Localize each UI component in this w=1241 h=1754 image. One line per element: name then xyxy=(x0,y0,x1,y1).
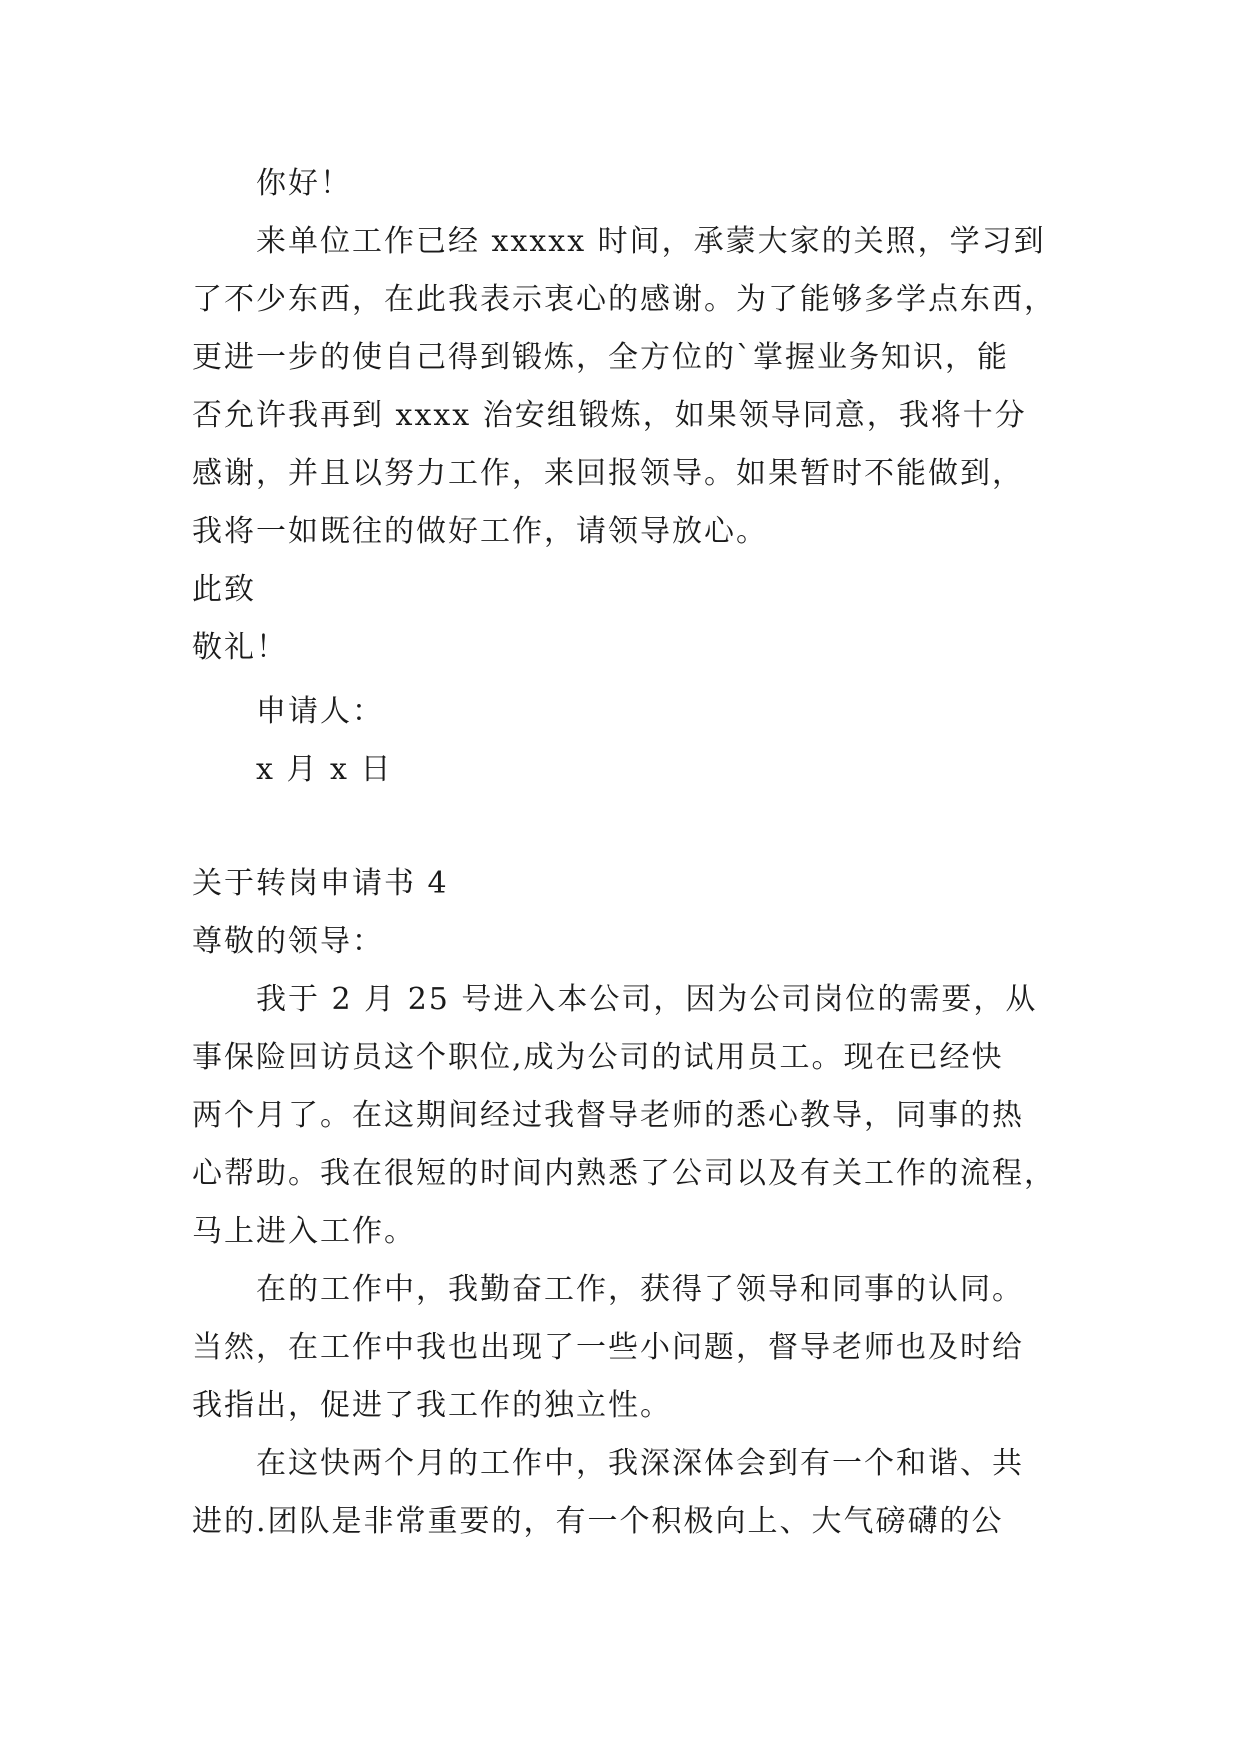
greeting: 你好！ xyxy=(256,166,352,201)
signature-label: 申请人： xyxy=(256,694,384,729)
paragraph-line: 在的工作中，我勤奋工作，获得了领导和同事的认同。 xyxy=(256,1272,1024,1307)
paragraph-line: 感谢，并且以努力工作，来回报领导。如果暂时不能做到， xyxy=(192,456,1024,491)
closing-line: 敬礼！ xyxy=(192,630,288,665)
paragraph-line: 马上进入工作。 xyxy=(192,1214,416,1249)
paragraph-line: 了不少东西，在此我表示衷心的感谢。为了能够多学点东西， xyxy=(192,282,1056,317)
salutation: 尊敬的领导： xyxy=(192,924,384,959)
paragraph-line: 事保险回访员这个职位,成为公司的试用员工。现在已经快 xyxy=(192,1040,1004,1075)
paragraph-line: 心帮助。我在很短的时间内熟悉了公司以及有关工作的流程， xyxy=(192,1156,1056,1191)
paragraph-line: 进的.团队是非常重要的，有一个积极向上、大气磅礴的公 xyxy=(192,1504,1004,1539)
paragraph-line: 两个月了。在这期间经过我督导老师的悉心教导，同事的热 xyxy=(192,1098,1024,1133)
paragraph-line: 在这快两个月的工作中，我深深体会到有一个和谐、共 xyxy=(256,1446,1024,1481)
paragraph-line: 我将一如既往的做好工作，请领导放心。 xyxy=(192,514,768,549)
paragraph-line: 更进一步的使自己得到锻炼，全方位的`掌握业务知识，能 xyxy=(192,340,1009,375)
paragraph-line: 来单位工作已经 xxxxx 时间，承蒙大家的关照，学习到 xyxy=(256,224,1046,259)
paragraph-line: 我于 2 月 25 号进入本公司，因为公司岗位的需要，从 xyxy=(256,982,1038,1017)
paragraph-line: 当然，在工作中我也出现了一些小问题，督导老师也及时给 xyxy=(192,1330,1024,1365)
paragraph-line: 否允许我再到 xxxx 治安组锻炼，如果领导同意，我将十分 xyxy=(192,398,1027,433)
document-title: 关于转岗申请书 4 xyxy=(192,866,449,901)
closing-line: 此致 xyxy=(192,572,256,607)
date-line: x 月 x 日 xyxy=(256,752,393,787)
paragraph-line: 我指出，促进了我工作的独立性。 xyxy=(192,1388,672,1423)
